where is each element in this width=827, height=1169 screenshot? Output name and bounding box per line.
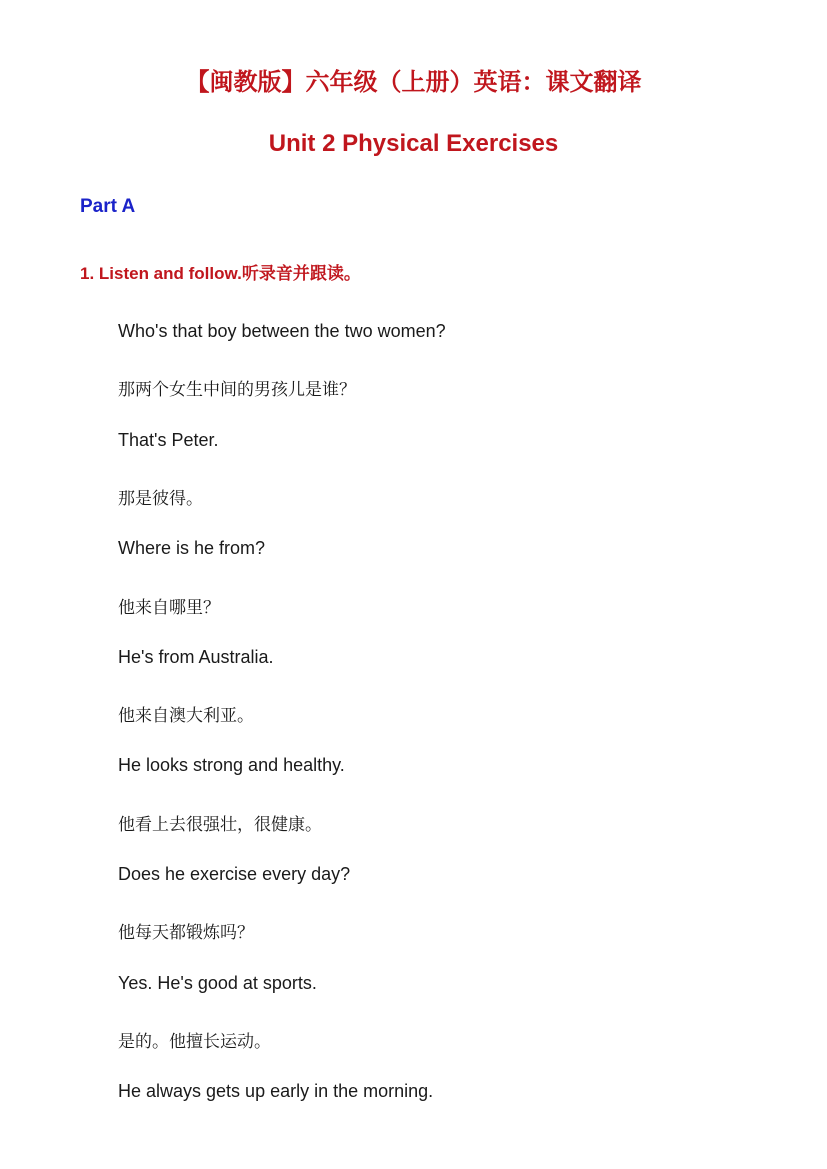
english-dialogue-line: Where is he from? (118, 538, 266, 559)
chinese-translation-line: 那是彼得。 (118, 488, 203, 509)
english-dialogue-line: That's Peter. (118, 429, 219, 450)
chinese-translation-line: 是的。他擅长运动。 (118, 1031, 271, 1052)
english-dialogue-line: He's from Australia. (118, 646, 274, 667)
chinese-translation-line: 他看上去很强壮，很健康。 (118, 814, 322, 835)
chinese-translation-line: 他每天都锻炼吗？ (118, 923, 254, 944)
section-heading: 1. Listen and follow.听录音并跟读。 (80, 264, 361, 283)
unit-title: Unit 2 Physical Exercises (268, 130, 559, 157)
english-dialogue-line: Yes. He's good at sports. (118, 972, 317, 993)
part-heading: Part A (80, 196, 136, 217)
chinese-translation-line: 他来自澳大利亚。 (118, 706, 254, 727)
chinese-translation-line: 他来自哪里？ (118, 597, 220, 618)
english-dialogue-line: Who's that boy between the two women? (118, 321, 446, 341)
english-dialogue-line: Does he exercise every day? (118, 864, 351, 884)
english-dialogue-line: He looks strong and healthy. (118, 755, 345, 776)
chinese-translation-line: 那两个女生中间的男孩儿是谁？ (118, 380, 356, 401)
english-dialogue-line: He always gets up early in the morning. (118, 1081, 434, 1102)
document-title: 【闽教版】六年级（上册）英语：课文翻译 (185, 67, 642, 96)
